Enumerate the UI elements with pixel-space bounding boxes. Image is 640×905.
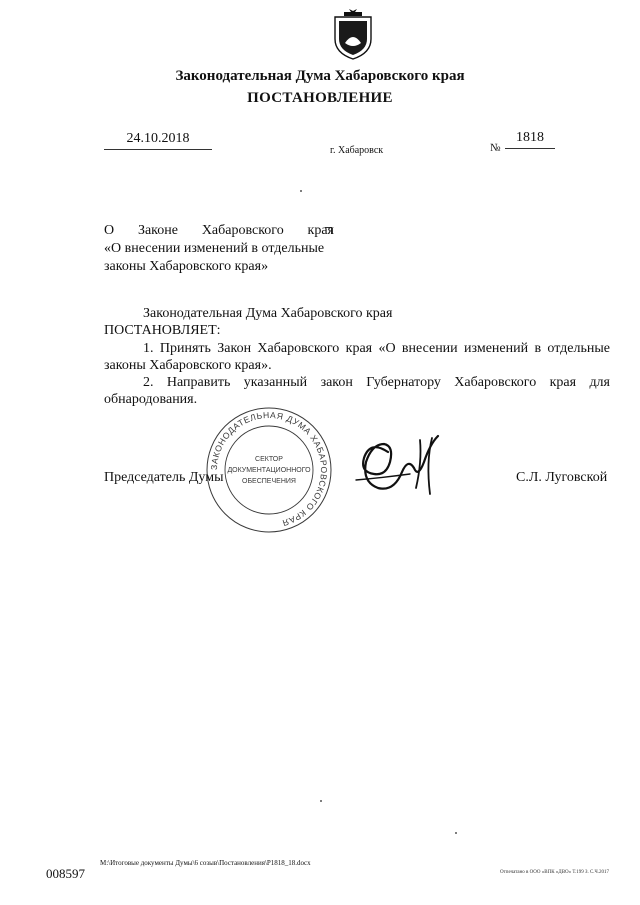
organization-title: Законодательная Дума Хабаровского края xyxy=(175,68,465,84)
number-underline xyxy=(505,148,555,149)
scan-speck xyxy=(455,832,457,834)
subject-line-3: законы Хабаровского края» xyxy=(104,259,269,274)
date-underline xyxy=(104,149,212,150)
subject-word: края xyxy=(307,223,334,238)
city: г. Хабаровск xyxy=(330,145,384,156)
signatory-position: Председатель Думы xyxy=(104,470,224,485)
document-subject xyxy=(104,222,334,276)
document-type: ПОСТАНОВЛЕНИЕ xyxy=(247,90,393,106)
subject-line-1 xyxy=(104,222,334,240)
scan-speck xyxy=(300,190,302,192)
handwritten-signature xyxy=(350,432,455,502)
stamp-inner-line: СЕКТОР xyxy=(255,456,283,463)
resolution-item-2: 2. Направить указанный закон Губернатору Хабаровского края для обнародования. xyxy=(104,375,610,407)
number-sign: № xyxy=(490,142,501,154)
subject-word: Хабаровского xyxy=(201,223,284,238)
subject-line-2: «О внесении изменений в отдельные xyxy=(104,241,325,256)
footer-registration-code: 008597 xyxy=(46,866,85,881)
decides-heading: ПОСТАНОВЛЯЕТ: xyxy=(104,323,221,338)
scan-speck xyxy=(320,800,322,802)
subject-word: О xyxy=(104,223,115,238)
signatory-name: С.Л. Луговской xyxy=(516,470,608,485)
stamp-outer-text: ЗАКОНОДАТЕЛЬНАЯ ДУМА ХАБАРОВСКОГО КРАЯ xyxy=(208,409,330,529)
preamble: Законодательная Дума Хабаровского края xyxy=(143,306,393,321)
footer-printer-note: Отпечатано в ООО «ВПК «ДВО» Т.199 З. С.Ч.2017 xyxy=(500,870,610,875)
stamp-inner-line: ОБЕСПЕЧЕНИЯ xyxy=(242,478,296,485)
document-number: 1818 xyxy=(516,130,544,145)
resolution-items xyxy=(104,340,610,408)
resolution-item-1: 1. Принять Закон Хабаровского края «О внесении изменений в отдельные законы Хабаровского края». xyxy=(104,341,610,373)
stamp-inner-line: ДОКУМЕНТАЦИОННОГО xyxy=(227,467,311,474)
footer-file-path: M:\Итоговые документы Думы\6 созыв\Постановления\P1818_18.docx xyxy=(100,859,311,867)
coat-of-arms-icon xyxy=(331,5,375,61)
document-date: 24.10.2018 xyxy=(126,131,190,146)
subject-word: Законе xyxy=(137,223,178,238)
